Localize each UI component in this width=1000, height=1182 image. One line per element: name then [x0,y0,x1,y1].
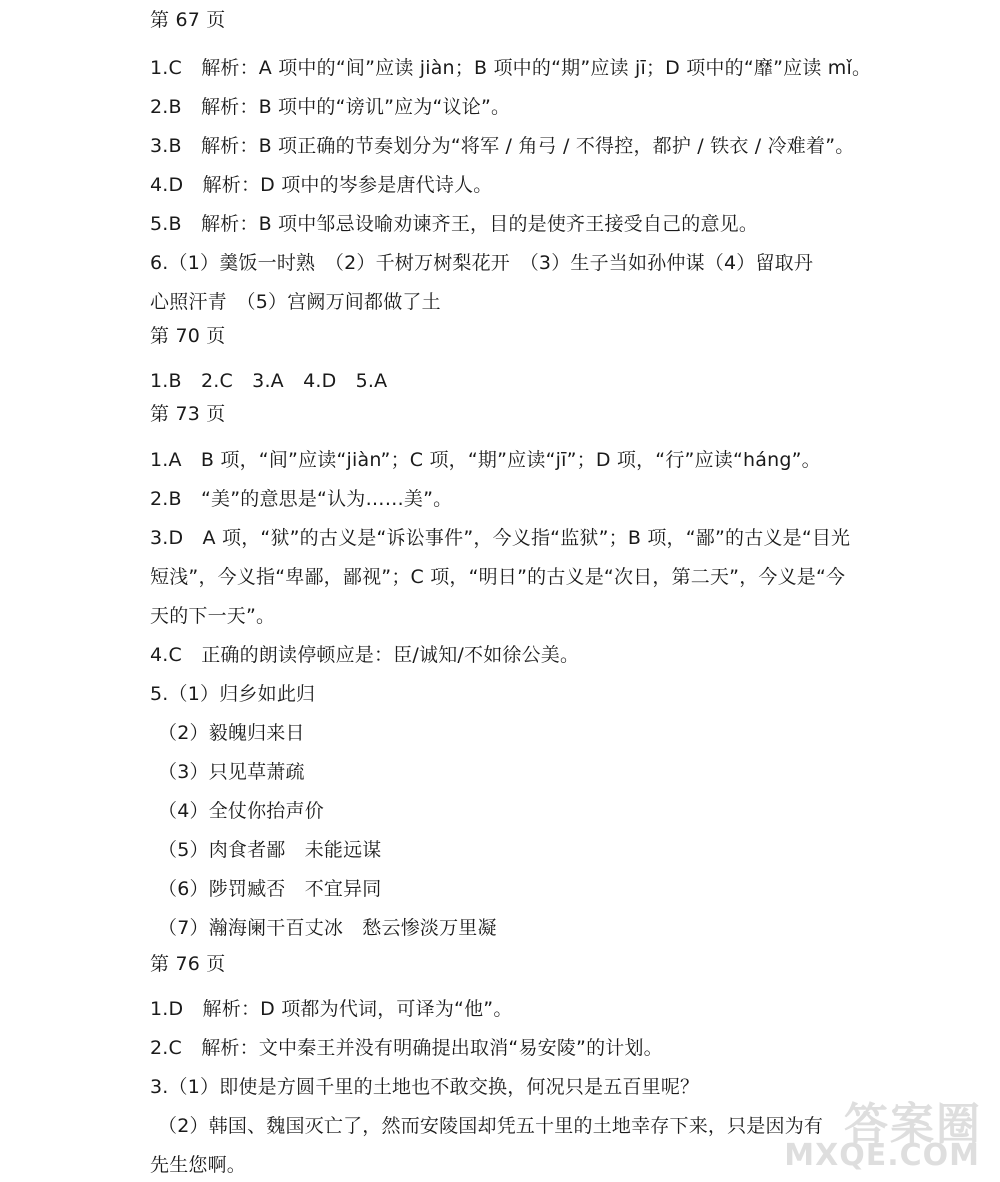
answer-line: 2.B “美”的意思是“认为……美”。 [150,488,453,510]
answer-line: （4）全仗你抬声价 [158,800,324,822]
page-heading-67: 第 67 页 [150,9,226,31]
answer-line: （6）陟罚臧否 不宜异同 [158,878,382,900]
answer-line: 2.B 解析：B 项中的“谤讥”应为“议论”。 [150,96,511,118]
answer-line: 3.（1）即使是方圆千里的土地也不敢交换，何况只是五百里呢？ [150,1076,700,1098]
page-heading-70: 第 70 页 [150,325,226,347]
answer-line: （7）瀚海阑干百丈冰 愁云惨淡万里凝 [158,917,497,939]
answer-line: 短浅”，今义指“卑鄙，鄙视”；C 项，“明日”的古义是“次日，第二天”，今义是“今 [150,566,846,588]
answer-line: 心照汗青 （5）宫阙万间都做了土 [150,291,441,313]
answer-line: （2）毅魄归来日 [158,722,305,744]
answer-line: 5.（1）归乡如此归 [150,683,316,705]
answer-line: （5）肉食者鄙 未能远谋 [158,839,382,861]
answer-line: （2）韩国、魏国灭亡了，然而安陵国却凭五十里的土地幸存下来，只是因为有 [158,1115,824,1137]
page-heading-76: 第 76 页 [150,953,226,975]
answer-line: 1.B 2.C 3.A 4.D 5.A [150,370,388,392]
answer-line: 3.D A 项，“狱”的古义是“诉讼事件”，今义指“监狱”；B 项，“鄙”的古义是“目光 [150,527,851,549]
answer-line: 5.B 解析：B 项中邹忌设喻劝谏齐王，目的是使齐王接受自己的意见。 [150,213,759,235]
answer-line: 1.A B 项，“间”应读“jiàn”；C 项，“期”应读“jī”；D 项，“行”应读“háng”。 [150,449,821,471]
answer-line: 3.B 解析：B 项正确的节奏划分为“将军 / 角弓 / 不得控，都护 / 铁衣 / 冷难着”。 [150,135,855,157]
answer-line: 4.D 解析：D 项中的岑参是唐代诗人。 [150,174,493,196]
answer-line: 先生您啊。 [150,1154,247,1176]
answer-line: 1.C 解析：A 项中的“间”应读 jiàn；B 项中的“期”应读 jī；D 项中的“靡”应读 mǐ。 [150,57,872,79]
answer-line: 6.（1）羹饭一时熟 （2）千树万树梨花开 （3）生子当如孙仲谋（4）留取丹 [150,252,814,274]
page-heading-73: 第 73 页 [150,403,226,425]
answer-line: 4.C 正确的朗读停顿应是：臣/诚知/不如徐公美。 [150,644,580,666]
answer-line: 2.C 解析：文中秦王并没有明确提出取消“易安陵”的计划。 [150,1037,663,1059]
watermark-logo-text: 答案圈 [844,1099,982,1150]
answer-line: （3）只见草萧疏 [158,761,305,783]
answer-line: 天的下一天”。 [150,605,276,627]
watermark-url: MXQE.COM [784,1138,980,1173]
answer-line: 1.D 解析：D 项都为代词，可译为“他”。 [150,998,513,1020]
